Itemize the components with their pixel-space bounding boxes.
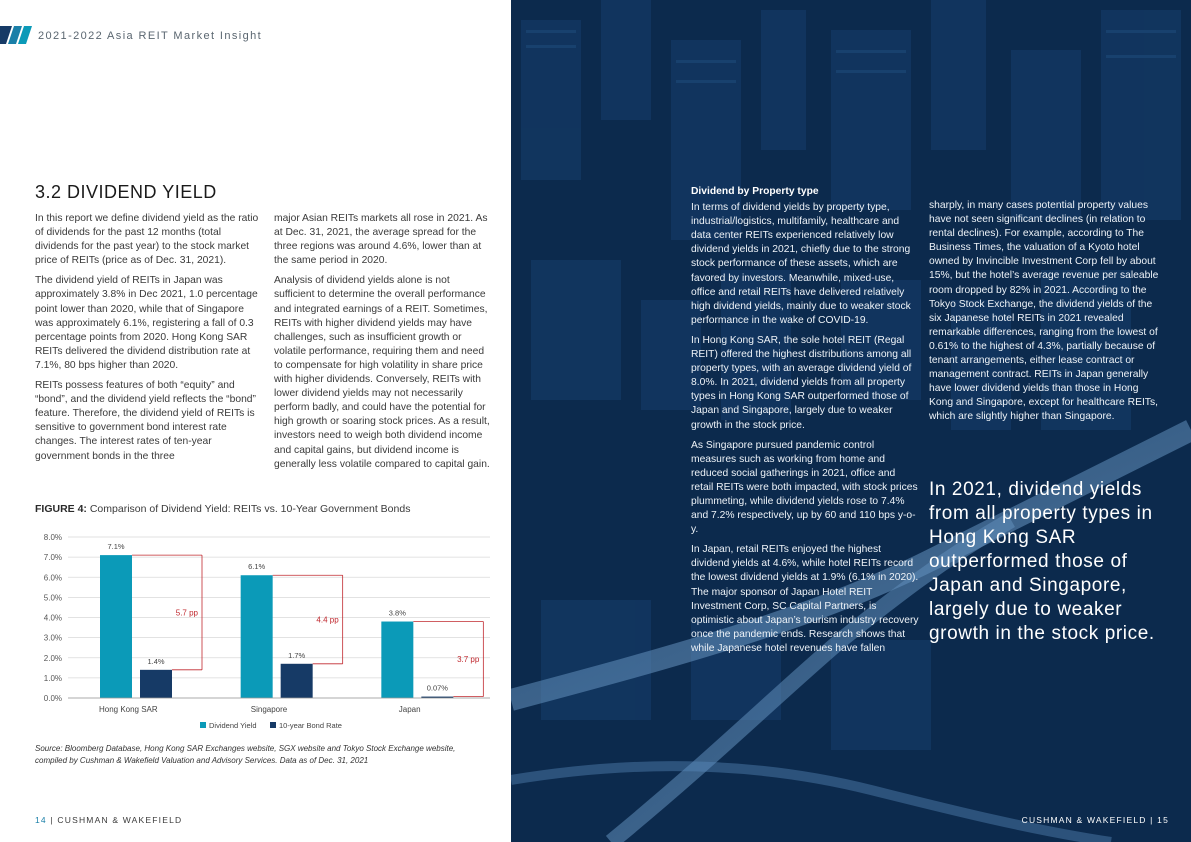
paragraph: Analysis of dividend yields alone is not sufficient to determine the overall performance and integrated earnings of a REIT. Sometimes, REITs with higher dividend yields may have challenges, such as insufficient growth or volatile performance, requiring them and need to compensate for high volatility in share price with higher dividends. Conversely, REITs with lower dividend yields may not necessarily perform badly, and could have the potential for high growth or soaring stock prices. As a result, investors need to weigh both dividend income and capital gains, but dividend income is generally less volatile compared to capital gain. bbox=[274, 275, 490, 470]
data-label: 1.7% bbox=[288, 650, 306, 660]
bar-dividend-yield bbox=[100, 555, 132, 698]
figure-caption bbox=[35, 503, 410, 515]
paragraph: In terms of dividend yields by property type, industrial/logistics, multifamily, healthcare and data center REITs experienced relatively low dividend yields in 2021, chiefly due to the strong stock performance of these assets, which are favored by investors. Meanwhile, mixed-use, office and retail REITs have delivered relatively high dividend yields, mainly due to weaker stock performance in the wake of COVID-19. bbox=[691, 202, 911, 326]
y-tick-label: 3.0% bbox=[43, 633, 62, 643]
legend-swatch bbox=[200, 722, 206, 728]
y-tick-label: 6.0% bbox=[43, 573, 62, 583]
left-column-1 bbox=[35, 212, 260, 470]
x-tick-label: Japan bbox=[398, 705, 421, 714]
subheading: Dividend by Property type bbox=[691, 186, 819, 197]
data-label: 6.1% bbox=[248, 562, 266, 572]
y-tick-label: 7.0% bbox=[43, 553, 62, 563]
figure-title: Comparison of Dividend Yield: REITs vs. 10-Year Government Bonds bbox=[89, 503, 411, 515]
data-label: 7.1% bbox=[107, 542, 125, 552]
paragraph: major Asian REITs markets all rose in 2021. As at Dec. 31, 2021, the average spread for the three regions was around 4.6%, lower than at the same period in 2020. bbox=[274, 213, 488, 267]
paragraph: sharply, in many cases potential property values have not seen significant declines (in relation to rental declines). For example, according to The Business Times, the valuation of a Kyoto hotel owned by Invincible Investment Corp fell by about 15%, but the hotel’s average revenue per saleable room dropped by 82% in 2021. According to the Tokyo Stock Exchange, the dividend yields of the six Japanese hotel REITs in 2021 revealed remarkable differences, ranging from the lowest of 0.61% to the highest of 4.3%, partially because of tenant arrangements, either lease contract or management contract. REITs in Japan generally have lower dividend yields than those in Hong Kong and Singapore, except for healthcare REITs, which are slightly higher than Singapore. bbox=[929, 200, 1159, 423]
data-label: 3.8% bbox=[388, 608, 406, 618]
bar-bond-rate bbox=[281, 664, 313, 698]
footer-separator: | bbox=[1150, 815, 1154, 825]
dividend-yield-chart bbox=[30, 525, 495, 737]
footer-right bbox=[1022, 815, 1169, 825]
left-column-2 bbox=[274, 212, 492, 478]
paragraph: In Japan, retail REITs enjoyed the highest dividend yields at 4.6%, while hotel REITs record the lowest dividend yields at 1.9% (6.1% in 2020). The major sponsor of Japan Hotel REIT Investment Corp, SC Capital Partners, is optimistic about Japan’s tourism industry recovery once the pandemic ends. Research shows that while Japanese hotel revenues have fallen bbox=[691, 544, 919, 654]
source-note: Source: Bloomberg Database, Hong Kong SAR Exchanges website, SGX website and Tokyo Stock Exchange website, compiled by Cushman & Wakefield Valuation and Advisory Services. Data as of Dec. 31, 2021 bbox=[35, 744, 456, 765]
page-number: 15 bbox=[1157, 815, 1169, 825]
left-page bbox=[0, 0, 511, 842]
spread-label: 3.7 pp bbox=[457, 655, 480, 665]
y-tick-label: 2.0% bbox=[43, 653, 62, 663]
paragraph: REITs possess features of both “equity” and “bond”, and the dividend yield reflects the “bond” feature. Therefore, the dividend yield of REITs is sensitive to government bond interest rate changes. The interest rates of ten-year government bonds in the three bbox=[35, 380, 256, 462]
data-label: 1.4% bbox=[147, 656, 165, 666]
bar-bond-rate bbox=[140, 670, 172, 698]
x-tick-label: Hong Kong SAR bbox=[98, 705, 158, 714]
document-title: 2021-2022 Asia REIT Market Insight bbox=[38, 30, 263, 42]
paragraph: As Singapore pursued pandemic control measures such as working from home and reduced social gatherings in 2021, office and retail REITs were both impacted, with stock prices plummeting, while dividend yields rose to 7.4% and 7.2% respectively, up by 60 and 110 bps y-o-y. bbox=[691, 439, 918, 536]
figure-label: FIGURE 4: bbox=[35, 503, 87, 515]
x-tick-label: Singapore bbox=[250, 705, 288, 714]
y-tick-label: 5.0% bbox=[43, 593, 62, 603]
legend-label: Dividend Yield bbox=[209, 721, 257, 730]
footer-brand: CUSHMAN & WAKEFIELD bbox=[57, 815, 183, 825]
legend-swatch bbox=[270, 722, 276, 728]
y-tick-label: 1.0% bbox=[43, 673, 62, 683]
footer-brand: CUSHMAN & WAKEFIELD bbox=[1021, 815, 1147, 825]
bar-dividend-yield bbox=[241, 575, 273, 698]
spread-label: 5.7 pp bbox=[175, 608, 198, 618]
brand-stripes-icon bbox=[0, 26, 36, 44]
legend-label: 10-year Bond Rate bbox=[279, 721, 342, 730]
page-number: 14 bbox=[35, 815, 47, 825]
footer-separator: | bbox=[50, 815, 54, 825]
right-column-2 bbox=[929, 199, 1161, 431]
data-label: 0.07% bbox=[426, 683, 448, 693]
paragraph: In Hong Kong SAR, the sole hotel REIT (Regal REIT) offered the highest distributions among all property types, with an average dividend yield of 8.0%. In 2021, dividend yields from all property types in Hong Kong SAR outperformed those of Japan and Singapore, largely due to weaker growth in the stock price. bbox=[691, 334, 912, 431]
right-column-1 bbox=[691, 185, 919, 662]
paragraph: The dividend yield of REITs in Japan was approximately 3.8% in Dec 2021, 1.0 percentage point lower than 2020, while that of Singapore was approximately 6.1%, registering a fall of 0.3 percentage points from 2020. Hong Kong SAR REITs delivered the dividend distribution rate at 7.1%, 80 bps higher than 2020. bbox=[35, 275, 258, 371]
spread-label: 4.4 pp bbox=[316, 615, 339, 625]
y-tick-label: 8.0% bbox=[43, 533, 62, 542]
paragraph: In this report we define dividend yield as the ratio of dividends for the past 12 months (total dividends for the past year) to the stock market price of REITs (price as of Dec. 31, 2021). bbox=[35, 213, 259, 267]
bar-dividend-yield bbox=[381, 622, 413, 698]
y-tick-label: 0.0% bbox=[43, 694, 62, 703]
pull-quote: In 2021, dividend yields from all property types in Hong Kong SAR outperformed those of Japan and Singapore, largely due to weaker growth in the stock price. bbox=[929, 479, 1155, 644]
footer-left bbox=[35, 815, 182, 825]
y-tick-label: 4.0% bbox=[43, 613, 62, 623]
section-title: 3.2 DIVIDEND YIELD bbox=[35, 182, 217, 202]
